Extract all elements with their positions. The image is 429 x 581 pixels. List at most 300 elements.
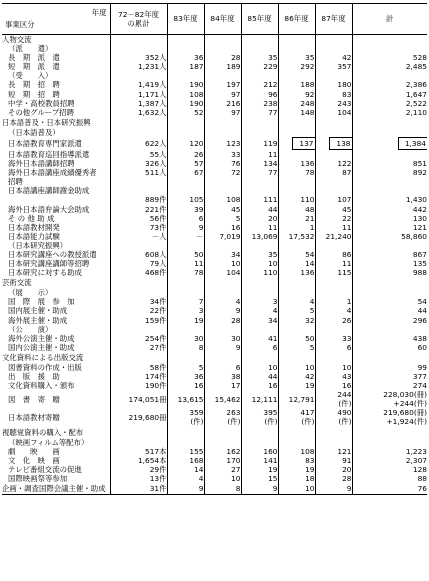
value-cell: 16 bbox=[167, 381, 204, 390]
value-cell: 2,307 bbox=[352, 456, 427, 465]
table-body bbox=[2, 35, 427, 495]
value-cell: 1,171人 bbox=[110, 90, 167, 99]
value-cell: 16 bbox=[315, 381, 352, 390]
value-cell: 212 bbox=[241, 80, 278, 89]
value-cell bbox=[241, 427, 278, 438]
table-row bbox=[2, 205, 427, 214]
value-cell: 110 bbox=[278, 195, 315, 204]
category-label: 事業区分 bbox=[5, 20, 35, 29]
value-cell bbox=[278, 177, 315, 186]
value-cell bbox=[241, 117, 278, 128]
value-cell: 50 bbox=[167, 250, 204, 259]
row-label: 文 化 映 画 bbox=[8, 455, 60, 465]
value-cell bbox=[110, 35, 167, 45]
value-cell: 155 bbox=[167, 447, 204, 456]
value-cell: 22 bbox=[315, 214, 352, 223]
value-cell: 10 bbox=[241, 259, 278, 268]
table-row bbox=[2, 343, 427, 352]
value-cell bbox=[204, 408, 241, 426]
row-label: 日本語能力試験 bbox=[8, 231, 60, 241]
value-cell: 238 bbox=[241, 99, 278, 108]
value-cell: 377 bbox=[352, 372, 427, 381]
value-cell bbox=[352, 177, 427, 186]
value-cell: 10 bbox=[204, 259, 241, 268]
value-cell: 608人 bbox=[110, 250, 167, 259]
value-cell bbox=[278, 150, 315, 159]
value-cell bbox=[241, 438, 278, 447]
table-row bbox=[2, 381, 427, 390]
value-cell: 189 bbox=[204, 62, 241, 71]
row-label: 長 期 招 聘 bbox=[8, 80, 60, 90]
value-cell: 188 bbox=[278, 80, 315, 89]
value-cell: 5 bbox=[278, 306, 315, 315]
table-row bbox=[2, 352, 427, 363]
value-cell: 190件 bbox=[110, 381, 167, 390]
table-row bbox=[2, 483, 427, 495]
value-cell: 105 bbox=[167, 195, 204, 204]
value-cell bbox=[167, 325, 204, 334]
value-cell: 19 bbox=[278, 465, 315, 474]
value-cell: 1 bbox=[315, 297, 352, 306]
value-cell: 11 bbox=[315, 223, 352, 232]
bracketed-value: 137 bbox=[292, 137, 314, 150]
table-row bbox=[2, 223, 427, 232]
value-cell bbox=[278, 128, 315, 137]
value-cell: 44 bbox=[241, 372, 278, 381]
row-label: 海外日本語弁論大会助成 bbox=[8, 204, 90, 214]
value-cell: 41 bbox=[241, 334, 278, 343]
value-cell: 55人 bbox=[110, 150, 167, 159]
value-line: 244 bbox=[337, 390, 352, 400]
value-cell: 33 bbox=[315, 334, 352, 343]
value-cell bbox=[352, 128, 427, 137]
table-row bbox=[2, 306, 427, 315]
value-cell: 243 bbox=[315, 99, 352, 108]
table-row bbox=[2, 372, 427, 381]
value-cell: 28 bbox=[204, 53, 241, 62]
value-cell: 128 bbox=[352, 465, 427, 474]
column-header: 87年度 bbox=[315, 4, 352, 35]
value-cell bbox=[241, 186, 278, 195]
value-cell bbox=[241, 71, 278, 80]
value-cell bbox=[167, 71, 204, 80]
value-cell bbox=[315, 137, 352, 150]
value-cell: 1,231人 bbox=[110, 62, 167, 71]
value-cell: 15 bbox=[241, 474, 278, 483]
value-cell: 44 bbox=[241, 205, 278, 214]
value-cell: 7,019 bbox=[204, 232, 241, 241]
value-cell: 221件 bbox=[110, 205, 167, 214]
column-header: 86年度 bbox=[278, 4, 315, 35]
table-row bbox=[2, 177, 427, 186]
value-cell: 8 bbox=[167, 343, 204, 352]
value-cell: 108 bbox=[204, 195, 241, 204]
row-label: 海外公演主催・助成 bbox=[8, 333, 75, 343]
value-cell: 274 bbox=[352, 381, 427, 390]
value-cell bbox=[352, 390, 427, 408]
value-cell: 56件 bbox=[110, 214, 167, 223]
value-cell: 10 bbox=[241, 363, 278, 372]
value-cell: 5 bbox=[204, 214, 241, 223]
row-label: 図 書 寄 贈 bbox=[8, 394, 60, 404]
value-cell: 130 bbox=[352, 214, 427, 223]
value-cell bbox=[315, 438, 352, 447]
row-label: （日本研究振興） bbox=[8, 240, 68, 250]
value-cell: 34件 bbox=[110, 297, 167, 306]
table-row bbox=[2, 128, 427, 137]
value-cell: 248 bbox=[278, 99, 315, 108]
value-cell: 99 bbox=[352, 363, 427, 372]
value-cell: 13,069 bbox=[241, 232, 278, 241]
row-label: （日本語普及） bbox=[8, 127, 60, 137]
value-cell bbox=[167, 117, 204, 128]
value-cell: 468件 bbox=[110, 268, 167, 277]
row-label: （派 遣） bbox=[8, 44, 53, 54]
value-cell bbox=[352, 71, 427, 80]
table-row bbox=[2, 259, 427, 268]
row-label: その他グループ招聘 bbox=[8, 107, 74, 117]
value-cell: 104 bbox=[315, 108, 352, 117]
value-cell: 1,654本 bbox=[110, 456, 167, 465]
row-label: テレビ番組交流の促進 bbox=[8, 464, 82, 474]
value-cell bbox=[167, 128, 204, 137]
value-cell: 87 bbox=[315, 168, 352, 177]
table-row bbox=[2, 465, 427, 474]
value-cell: 18 bbox=[278, 474, 315, 483]
table-row bbox=[2, 438, 427, 447]
value-cell: 57 bbox=[167, 159, 204, 168]
value-cell: 219,680冊 bbox=[110, 408, 167, 426]
value-cell bbox=[278, 325, 315, 334]
value-cell bbox=[315, 408, 352, 426]
value-cell: 136 bbox=[278, 268, 315, 277]
row-label: 短 期 派 遣 bbox=[8, 62, 60, 72]
value-cell bbox=[110, 438, 167, 447]
value-cell bbox=[204, 177, 241, 186]
table-row bbox=[2, 390, 427, 408]
value-cell: 92 bbox=[278, 90, 315, 99]
table-row bbox=[2, 297, 427, 306]
value-cell bbox=[167, 35, 204, 45]
row-label: 文化資料による出版交流 bbox=[2, 352, 84, 362]
row-label: 芸術交流 bbox=[2, 278, 32, 288]
row-label: 国内展主催・助成 bbox=[8, 306, 68, 316]
value-cell bbox=[167, 352, 204, 363]
value-cell: 78 bbox=[278, 168, 315, 177]
value-cell: 4 bbox=[315, 306, 352, 315]
value-cell bbox=[110, 44, 167, 53]
row-label: 日本研究講座への教授派遣 bbox=[8, 249, 97, 259]
value-cell: 2,522 bbox=[352, 99, 427, 108]
value-cell: 45 bbox=[315, 205, 352, 214]
value-cell bbox=[241, 325, 278, 334]
value-cell bbox=[315, 44, 352, 53]
value-cell bbox=[278, 241, 315, 250]
row-label: 日本語教育専門家派遣 bbox=[8, 138, 82, 148]
value-cell: 892 bbox=[352, 168, 427, 177]
row-label bbox=[2, 195, 110, 204]
value-cell: 19 bbox=[167, 316, 204, 325]
value-cell bbox=[110, 277, 167, 288]
row-label: 長 期 派 遣 bbox=[8, 53, 60, 63]
value-line: 263 bbox=[226, 408, 241, 418]
value-cell: 1 bbox=[278, 223, 315, 232]
value-cell: 2,110 bbox=[352, 108, 427, 117]
value-cell: 9 bbox=[315, 483, 352, 495]
value-cell bbox=[204, 44, 241, 53]
value-line: (件) bbox=[338, 399, 352, 409]
value-cell: 162 bbox=[204, 447, 241, 456]
value-cell: 19 bbox=[278, 381, 315, 390]
row-label: 短 期 招 聘 bbox=[8, 89, 60, 99]
value-cell bbox=[241, 288, 278, 297]
value-cell: 174,051冊 bbox=[110, 390, 167, 408]
value-cell: 11 bbox=[315, 259, 352, 268]
value-cell bbox=[352, 44, 427, 53]
value-cell: 77 bbox=[241, 108, 278, 117]
value-cell: 14 bbox=[278, 259, 315, 268]
value-cell: 6 bbox=[241, 343, 278, 352]
value-cell: 254件 bbox=[110, 334, 167, 343]
value-cell bbox=[167, 408, 204, 426]
value-cell: 11 bbox=[167, 259, 204, 268]
row-label: 日本研究講座講師等招聘 bbox=[8, 259, 90, 269]
value-cell bbox=[167, 277, 204, 288]
value-cell bbox=[110, 128, 167, 137]
value-cell: 35 bbox=[241, 53, 278, 62]
value-cell bbox=[167, 241, 204, 250]
value-cell bbox=[278, 71, 315, 80]
row-label: 国際映画祭等参加 bbox=[8, 473, 68, 483]
value-cell bbox=[204, 35, 241, 45]
value-cell bbox=[352, 137, 427, 150]
row-label: 中学・高校教員招聘 bbox=[8, 98, 75, 108]
column-header: 計 bbox=[352, 4, 427, 35]
table-row bbox=[2, 108, 427, 117]
value-cell: 10 bbox=[278, 483, 315, 495]
value-cell: 39 bbox=[167, 205, 204, 214]
table-row bbox=[2, 447, 427, 456]
value-cell: 6 bbox=[315, 343, 352, 352]
value-cell: 119 bbox=[241, 137, 278, 150]
value-cell: 3 bbox=[167, 306, 204, 315]
table-row bbox=[2, 195, 427, 204]
table-row bbox=[2, 427, 427, 438]
value-cell bbox=[278, 117, 315, 128]
value-cell: 21 bbox=[278, 214, 315, 223]
value-cell: 43 bbox=[315, 372, 352, 381]
value-cell bbox=[315, 177, 352, 186]
table-row bbox=[2, 90, 427, 99]
row-label: 海外日本語講師招聘 bbox=[8, 159, 75, 169]
value-cell bbox=[352, 35, 427, 45]
value-cell bbox=[167, 427, 204, 438]
value-cell: 528 bbox=[352, 53, 427, 62]
value-cell bbox=[278, 352, 315, 363]
value-cell: 4 bbox=[278, 297, 315, 306]
row-label: 招聘 bbox=[8, 177, 23, 187]
value-cell: 352人 bbox=[110, 53, 167, 62]
value-cell bbox=[110, 117, 167, 128]
value-cell bbox=[110, 352, 167, 363]
value-cell: 292 bbox=[278, 62, 315, 71]
value-cell: 54 bbox=[352, 297, 427, 306]
value-cell bbox=[278, 35, 315, 45]
value-cell: 38 bbox=[204, 372, 241, 381]
row-label: 日本語普及・日本研究振興 bbox=[2, 117, 91, 127]
value-cell: 42 bbox=[315, 53, 352, 62]
bracketed-value: 1,384 bbox=[398, 137, 427, 150]
table-row bbox=[2, 53, 427, 62]
value-cell: 12,791 bbox=[278, 390, 315, 408]
value-cell bbox=[204, 128, 241, 137]
table-row bbox=[2, 232, 427, 241]
row-label: 日本語教材開発 bbox=[8, 222, 60, 232]
value-cell: 27 bbox=[204, 465, 241, 474]
table-row bbox=[2, 117, 427, 128]
row-label: 企画・調査国際会議主催・助成 bbox=[2, 483, 106, 493]
value-cell: 6 bbox=[167, 214, 204, 223]
value-cell bbox=[241, 128, 278, 137]
value-line: (件) bbox=[301, 417, 315, 427]
value-line: +1,924(件) bbox=[386, 417, 427, 427]
row-label: （受 入） bbox=[8, 71, 53, 81]
value-cell: 91 bbox=[315, 456, 352, 465]
value-cell bbox=[110, 427, 167, 438]
value-cell: －人 bbox=[110, 232, 167, 241]
value-cell: 45 bbox=[204, 205, 241, 214]
value-cell: 83 bbox=[278, 456, 315, 465]
value-cell: 4 bbox=[204, 297, 241, 306]
value-cell bbox=[204, 241, 241, 250]
value-cell: 97 bbox=[204, 90, 241, 99]
value-cell bbox=[167, 177, 204, 186]
row-label: 人物交流 bbox=[2, 35, 32, 44]
value-line: 359 bbox=[189, 408, 204, 418]
value-cell: 83 bbox=[315, 90, 352, 99]
value-cell: 197 bbox=[204, 80, 241, 89]
table-row bbox=[2, 186, 427, 195]
value-cell: 357 bbox=[315, 62, 352, 71]
value-cell: 9 bbox=[167, 223, 204, 232]
value-line: (件) bbox=[338, 417, 352, 427]
value-cell: 54 bbox=[278, 250, 315, 259]
value-cell: 1,647 bbox=[352, 90, 427, 99]
value-cell: 19 bbox=[241, 465, 278, 474]
value-cell bbox=[315, 71, 352, 80]
value-cell: 30 bbox=[204, 334, 241, 343]
value-cell bbox=[241, 44, 278, 53]
value-cell: 1,419人 bbox=[110, 80, 167, 89]
value-cell: － bbox=[167, 232, 204, 241]
value-cell: 160 bbox=[241, 447, 278, 456]
value-cell bbox=[315, 427, 352, 438]
table-row bbox=[2, 363, 427, 372]
table-row bbox=[2, 474, 427, 483]
value-cell bbox=[241, 408, 278, 426]
value-cell: 11 bbox=[241, 150, 278, 159]
value-cell: 29件 bbox=[110, 465, 167, 474]
value-cell: 76 bbox=[352, 483, 427, 495]
value-cell: 42 bbox=[278, 372, 315, 381]
value-cell: 14 bbox=[167, 465, 204, 474]
value-cell bbox=[315, 352, 352, 363]
value-cell: 12,111 bbox=[241, 390, 278, 408]
value-cell: 76 bbox=[204, 159, 241, 168]
row-label: 国内公演主催・助成 bbox=[8, 342, 75, 352]
value-cell: 9 bbox=[204, 343, 241, 352]
value-line: (件) bbox=[227, 417, 241, 427]
value-cell: 50 bbox=[278, 334, 315, 343]
value-cell: 851 bbox=[352, 159, 427, 168]
value-cell: 1,430 bbox=[352, 195, 427, 204]
value-cell bbox=[315, 288, 352, 297]
value-line: (件) bbox=[190, 417, 204, 427]
value-cell: 5 bbox=[278, 343, 315, 352]
table-row bbox=[2, 325, 427, 334]
value-cell bbox=[167, 288, 204, 297]
value-cell bbox=[352, 241, 427, 250]
value-cell: 13,615 bbox=[167, 390, 204, 408]
value-cell: 159件 bbox=[110, 316, 167, 325]
value-cell: 229 bbox=[241, 62, 278, 71]
value-cell: 10 bbox=[278, 363, 315, 372]
value-cell bbox=[241, 177, 278, 186]
value-cell: 122 bbox=[315, 159, 352, 168]
row-label: 日本語講座講師謝金助成 bbox=[8, 186, 90, 196]
value-cell: 517本 bbox=[110, 447, 167, 456]
table-row bbox=[2, 80, 427, 89]
row-label: 海外展主催・助成 bbox=[8, 315, 68, 325]
table-row bbox=[2, 150, 427, 159]
value-cell bbox=[110, 71, 167, 80]
row-label: （映画フィルム等配布） bbox=[8, 437, 89, 447]
value-cell: 30 bbox=[167, 334, 204, 343]
value-cell: 28 bbox=[315, 474, 352, 483]
value-cell: 10 bbox=[204, 474, 241, 483]
value-cell: 190 bbox=[167, 80, 204, 89]
value-cell: 9 bbox=[204, 306, 241, 315]
value-cell: 8 bbox=[204, 483, 241, 495]
value-cell: 988 bbox=[352, 268, 427, 277]
value-cell: 22件 bbox=[110, 306, 167, 315]
value-cell bbox=[352, 117, 427, 128]
value-line: 219,680(冊) bbox=[383, 408, 427, 418]
value-cell: 96 bbox=[241, 90, 278, 99]
column-header: 83年度 bbox=[167, 4, 204, 35]
table-row bbox=[2, 214, 427, 223]
value-cell bbox=[315, 150, 352, 159]
value-cell bbox=[315, 128, 352, 137]
value-cell: 15,462 bbox=[204, 390, 241, 408]
value-cell bbox=[278, 427, 315, 438]
table-row bbox=[2, 250, 427, 259]
value-cell: 16 bbox=[204, 223, 241, 232]
value-cell: 1,387人 bbox=[110, 99, 167, 108]
value-cell: 28 bbox=[204, 316, 241, 325]
value-cell bbox=[315, 35, 352, 45]
value-cell: 60 bbox=[352, 343, 427, 352]
value-cell: 9 bbox=[241, 483, 278, 495]
value-cell bbox=[315, 277, 352, 288]
value-cell bbox=[278, 438, 315, 447]
table-row bbox=[2, 316, 427, 325]
value-cell: 108 bbox=[167, 90, 204, 99]
table-row bbox=[2, 288, 427, 297]
value-cell: 438 bbox=[352, 334, 427, 343]
value-cell bbox=[352, 150, 427, 159]
value-cell: 35 bbox=[241, 250, 278, 259]
